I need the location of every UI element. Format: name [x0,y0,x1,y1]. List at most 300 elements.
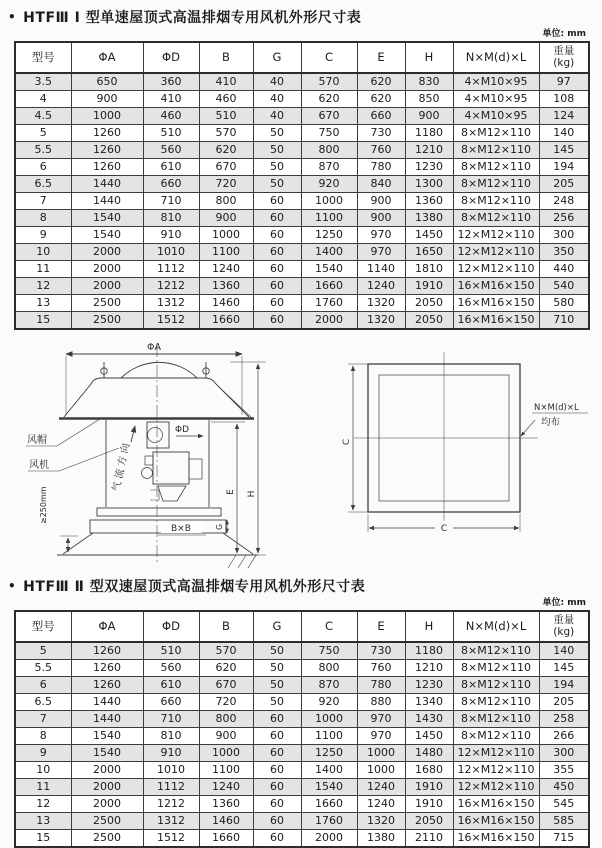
table-cell: 1260 [71,642,143,660]
table-cell: 2000 [71,261,143,278]
table-cell: 50 [253,677,301,694]
table-cell: 1810 [405,261,453,278]
table-cell: 60 [253,728,301,745]
column-header-b: B [199,42,253,73]
table-cell: 2000 [71,278,143,295]
table-cell: 300 [539,745,589,762]
table-cell: 1000 [301,711,357,728]
table-cell: 16×M16×150 [453,813,539,830]
table-cell: 1210 [405,660,453,677]
table-cell: 1212 [143,278,199,295]
table-cell: 900 [405,108,453,125]
table-cell: 60 [253,278,301,295]
label-fan: 风机 [29,460,49,471]
column-header-bolts: N×M(d)×L [453,611,539,642]
table-row [15,210,589,227]
table-cell: 50 [253,142,301,159]
section2-title-text: HTFⅢ Ⅱ 型双速屋顶式高温排烟专用风机外形尺寸表 [23,579,366,595]
label-wind-cap: 风帽 [27,435,47,446]
table-cell: 460 [143,108,199,125]
table-cell: 8×M12×110 [453,694,539,711]
label-min-clearance: ≥250mm [39,486,48,524]
table-cell: 4.5 [15,108,71,125]
table-cell: 800 [301,660,357,677]
table-cell: 1000 [357,745,405,762]
table-cell: 1260 [71,142,143,159]
table-cell: 970 [357,227,405,244]
column-header-h: H [405,611,453,642]
unit-label-1: 单位: mm [542,29,586,39]
label-bolt-spec: N×M(d)×L [534,403,579,413]
table-cell: 1320 [357,312,405,330]
table-cell: 50 [253,694,301,711]
table-cell: 1440 [71,193,143,210]
table-cell: 2050 [405,813,453,830]
table-cell: 970 [357,711,405,728]
table-cell: 1240 [199,261,253,278]
column-header-g: G [253,42,301,73]
table-cell: 715 [539,830,589,848]
table-cell: 145 [539,142,589,159]
table-cell: 1100 [301,210,357,227]
table-cell: 1430 [405,711,453,728]
table-cell: 2000 [301,312,357,330]
table-cell: 870 [301,677,357,694]
table-cell: 60 [253,295,301,312]
table-cell: 1010 [143,244,199,261]
table-cell: 2000 [301,830,357,848]
table-cell: 13 [15,813,71,830]
table-cell: 205 [539,694,589,711]
table-cell: 15 [15,830,71,848]
table-cell: 1230 [405,677,453,694]
table-cell: 2500 [71,295,143,312]
table-cell: 60 [253,227,301,244]
table-cell: 10 [15,762,71,779]
table-cell: 1660 [301,796,357,813]
table-cell: 750 [301,642,357,660]
table-row [15,91,589,108]
fan-side-view [26,345,266,568]
table-row [15,193,589,210]
table-cell: 410 [143,91,199,108]
column-header-b: B [199,611,253,642]
table-cell: 194 [539,677,589,694]
table-cell: 60 [253,261,301,278]
table-cell: 1000 [199,227,253,244]
table-cell: 16×M16×150 [453,295,539,312]
table-cell: 60 [253,193,301,210]
label-airflow-direction: 气流方向 [111,439,133,493]
table-cell: 60 [253,796,301,813]
table-cell: 620 [357,91,405,108]
table-cell: 670 [199,159,253,176]
table-row [15,278,589,295]
table-row [15,108,589,125]
table-cell: 1360 [199,278,253,295]
table-cell: 1240 [357,796,405,813]
table-cell: 570 [199,642,253,660]
column-header-g: G [253,611,301,642]
weight-unit: (kg) [553,625,575,638]
table-cell: 1360 [405,193,453,210]
table-cell: 258 [539,711,589,728]
table-cell: 1312 [143,295,199,312]
table-cell: 1140 [357,261,405,278]
table-cell: 800 [199,193,253,210]
table-cell: 560 [143,660,199,677]
table-row [15,660,589,677]
table-cell: 140 [539,125,589,142]
table-cell: 830 [405,73,453,91]
table-cell: 1512 [143,312,199,330]
table-row [15,176,589,193]
table-cell: 920 [301,176,357,193]
table-cell: 60 [253,312,301,330]
column-header-phi-a: ΦA [71,42,143,73]
column-header-bolts: N×M(d)×L [453,42,539,73]
table-cell: 60 [253,210,301,227]
table-cell: 16×M16×150 [453,796,539,813]
table-cell: 1100 [301,728,357,745]
table-cell: 1230 [405,159,453,176]
table-cell: 650 [71,73,143,91]
table-cell: 1180 [405,642,453,660]
table-cell: 1260 [71,660,143,677]
table-cell: 620 [357,73,405,91]
weight-unit: (kg) [553,56,575,69]
table-cell: 620 [199,660,253,677]
table-cell: 8×M12×110 [453,176,539,193]
table-cell: 4×M10×95 [453,108,539,125]
table-cell: 670 [199,677,253,694]
table-dual-speed-dimensions [14,610,590,848]
table-cell: 810 [143,210,199,227]
table-row [15,244,589,261]
table-cell: 410 [199,73,253,91]
table-cell: 660 [143,694,199,711]
table-cell: 205 [539,176,589,193]
table-cell: 1460 [199,295,253,312]
table-cell: 60 [253,745,301,762]
table-cell: 12×M12×110 [453,244,539,261]
table-cell: 1000 [199,745,253,762]
table-row [15,677,589,694]
table-cell: 60 [253,244,301,261]
dim-label-phi-a: ΦA [147,342,161,353]
table-cell: 1240 [357,278,405,295]
weight-label: 重量 [553,44,575,57]
table-header-row [15,42,589,73]
table-row [15,73,589,91]
table-cell: 10 [15,244,71,261]
dim-label-e: E [226,489,236,495]
table-cell: 1440 [71,176,143,193]
table-cell: 1910 [405,779,453,796]
table-cell: 1260 [71,159,143,176]
column-header-e: E [357,611,405,642]
table-cell: 11 [15,779,71,796]
table-cell: 12×M12×110 [453,745,539,762]
table-cell: 1440 [71,694,143,711]
table-cell: 620 [199,142,253,159]
column-header-h: H [405,42,453,73]
table-cell: 8×M12×110 [453,159,539,176]
table-cell: 1540 [71,745,143,762]
table-cell: 50 [253,660,301,677]
table-cell: 12×M12×110 [453,227,539,244]
table-cell: 870 [301,159,357,176]
column-header-e: E [357,42,405,73]
table-cell: 12×M12×110 [453,762,539,779]
table-cell: 8×M12×110 [453,642,539,660]
table-cell: 450 [539,779,589,796]
table-cell: 440 [539,261,589,278]
table-cell: 620 [301,91,357,108]
table-cell: 1540 [71,728,143,745]
table-cell: 1320 [357,813,405,830]
table-cell: 8×M12×110 [453,210,539,227]
table-row [15,830,589,848]
table-cell: 660 [143,176,199,193]
dim-label-c-horizontal: C [440,524,448,534]
table-cell: 97 [539,73,589,91]
table-cell: 1540 [71,210,143,227]
dim-label-c-vertical: C [342,438,352,446]
table-cell: 920 [301,694,357,711]
table-row [15,728,589,745]
table-cell: 1660 [199,830,253,848]
section2-title [8,576,588,596]
table-cell: 1512 [143,830,199,848]
table-cell: 7 [15,711,71,728]
table-cell: 545 [539,796,589,813]
table-row [15,813,589,830]
table-row [15,745,589,762]
table-cell: 108 [539,91,589,108]
table-cell: 660 [357,108,405,125]
column-header-weight [539,42,589,73]
table-cell: 750 [301,125,357,142]
table-cell: 1000 [301,193,357,210]
table-row [15,295,589,312]
table-cell: 256 [539,210,589,227]
label-evenly-distributed: 均布 [541,417,561,428]
table-cell: 910 [143,745,199,762]
table-cell: 12×M12×110 [453,779,539,796]
table-cell: 9 [15,227,71,244]
column-header-phi-a: ΦA [71,611,143,642]
table-cell: 5 [15,642,71,660]
column-header-model: 型号 [15,611,71,642]
table-cell: 1112 [143,261,199,278]
table-row [15,796,589,813]
table-cell: 880 [357,694,405,711]
table-cell: 60 [253,830,301,848]
table-cell: 2000 [71,779,143,796]
table-row [15,642,589,660]
table-cell: 910 [143,227,199,244]
table-cell: 1240 [357,779,405,796]
table-row [15,312,589,330]
table-cell: 720 [199,694,253,711]
table-cell: 8×M12×110 [453,728,539,745]
table-cell: 4 [15,91,71,108]
table-cell: 1250 [301,227,357,244]
table-cell: 12 [15,278,71,295]
table-cell: 1380 [357,830,405,848]
table-cell: 900 [71,91,143,108]
table-cell: 810 [143,728,199,745]
table-cell: 1260 [71,677,143,694]
table-cell: 510 [143,125,199,142]
table-cell: 1112 [143,779,199,796]
table-cell: 1360 [199,796,253,813]
table-cell: 6.5 [15,176,71,193]
table-cell: 2500 [71,312,143,330]
table-cell: 1480 [405,745,453,762]
table-cell: 760 [357,660,405,677]
table-cell: 510 [199,108,253,125]
table-cell: 2050 [405,295,453,312]
table-row [15,762,589,779]
table-cell: 16×M16×150 [453,312,539,330]
table-cell: 248 [539,193,589,210]
table-cell: 1100 [199,244,253,261]
table-cell: 12 [15,796,71,813]
table-cell: 60 [253,779,301,796]
table-cell: 1260 [71,125,143,142]
column-header-c: C [301,42,357,73]
table-cell: 1010 [143,762,199,779]
table-cell: 780 [357,677,405,694]
table-cell: 580 [539,295,589,312]
table-cell: 360 [143,73,199,91]
table-cell: 50 [253,642,301,660]
table-cell: 2000 [71,762,143,779]
table-cell: 8×M12×110 [453,142,539,159]
table-cell: 1000 [357,762,405,779]
table-cell: 2000 [71,244,143,261]
table-cell: 1380 [405,210,453,227]
table-single-speed-dimensions [14,41,590,330]
table-cell: 1212 [143,796,199,813]
table-cell: 9 [15,745,71,762]
table-cell: 460 [199,91,253,108]
fan-drawing-svg [14,332,588,574]
table-cell: 800 [301,142,357,159]
table-cell: 1210 [405,142,453,159]
table-cell: 355 [539,762,589,779]
technical-diagram [14,332,588,574]
table-cell: 16×M16×150 [453,830,539,848]
column-header-c: C [301,611,357,642]
table-cell: 6 [15,159,71,176]
column-header-weight [539,611,589,642]
table-cell: 1180 [405,125,453,142]
table-cell: 730 [357,125,405,142]
table-cell: 2110 [405,830,453,848]
column-header-phi-d: ΦD [143,42,199,73]
table-row [15,694,589,711]
column-header-phi-d: ΦD [143,611,199,642]
table-cell: 1300 [405,176,453,193]
table-cell: 145 [539,660,589,677]
table-cell: 1910 [405,278,453,295]
table-cell: 710 [143,711,199,728]
table-header-row [15,611,589,642]
table-cell: 13 [15,295,71,312]
table-cell: 850 [405,91,453,108]
dim-label-h: H [247,490,257,498]
bullet-icon: • [8,10,17,24]
table-cell: 560 [143,142,199,159]
table-cell: 1250 [301,745,357,762]
dim-label-phi-d: ΦD [175,425,190,435]
table-row [15,779,589,796]
table-cell: 8×M12×110 [453,711,539,728]
table-cell: 140 [539,642,589,660]
table-cell: 1660 [199,312,253,330]
table-cell: 5.5 [15,660,71,677]
table-cell: 350 [539,244,589,261]
table-row [15,125,589,142]
table-cell: 5.5 [15,142,71,159]
table-cell: 570 [301,73,357,91]
table-cell: 3.5 [15,73,71,91]
table-row [15,142,589,159]
table-row [15,159,589,176]
table-cell: 12×M12×110 [453,261,539,278]
table-cell: 2000 [71,796,143,813]
column-header-model: 型号 [15,42,71,73]
table-cell: 6.5 [15,694,71,711]
table-cell: 540 [539,278,589,295]
table-cell: 1312 [143,813,199,830]
section1-title [8,7,588,27]
table-cell: 124 [539,108,589,125]
table-cell: 4×M10×95 [453,73,539,91]
table-cell: 194 [539,159,589,176]
table-cell: 610 [143,159,199,176]
table-cell: 1760 [301,295,357,312]
table-row [15,261,589,278]
table-cell: 585 [539,813,589,830]
table-cell: 760 [357,142,405,159]
table-cell: 840 [357,176,405,193]
table-cell: 50 [253,125,301,142]
dim-label-g: G [215,524,224,530]
table-cell: 1000 [71,108,143,125]
table-cell: 900 [199,728,253,745]
table-cell: 6 [15,677,71,694]
table-cell: 1650 [405,244,453,261]
table-cell: 1450 [405,728,453,745]
table-cell: 50 [253,159,301,176]
table-cell: 1460 [199,813,253,830]
table-row [15,711,589,728]
table-cell: 2500 [71,813,143,830]
table-cell: 900 [199,210,253,227]
flange-top-view [348,352,588,533]
table-cell: 40 [253,91,301,108]
table-cell: 2050 [405,312,453,330]
table-cell: 8×M12×110 [453,193,539,210]
table-cell: 970 [357,244,405,261]
table-cell: 60 [253,711,301,728]
table-cell: 11 [15,261,71,278]
table-cell: 1680 [405,762,453,779]
